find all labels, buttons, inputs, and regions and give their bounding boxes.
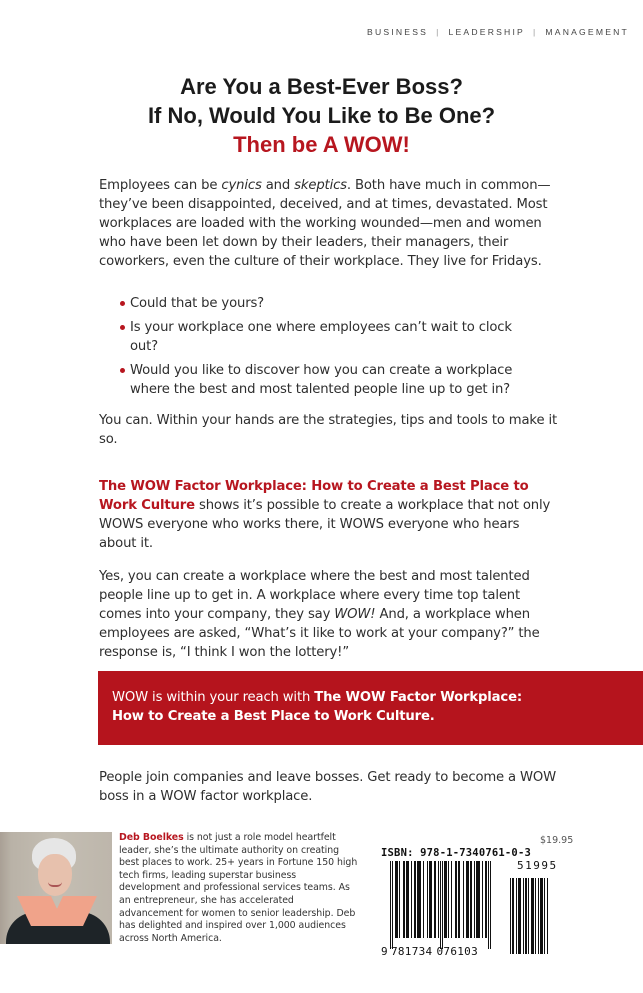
barcode-main-bars — [390, 861, 491, 949]
price-label: $19.95 — [540, 835, 574, 846]
isbn-barcode — [381, 847, 558, 962]
question-bullet-list — [119, 294, 539, 404]
banner-lead: WOW is within your reach with — [112, 690, 315, 705]
yes-paragraph — [99, 567, 559, 662]
ean-digits — [381, 945, 478, 958]
barcode-addon-bars — [510, 878, 548, 954]
bullet-item: Is your workplace one where employees can’t wait to clock out? — [119, 318, 539, 356]
callout-banner — [98, 671, 643, 745]
category-leadership: LEADERSHIP — [448, 27, 525, 37]
isbn-label: ISBN: 978-1-7340761-0-3 — [381, 847, 531, 859]
category-separator: | — [532, 27, 538, 37]
category-bar — [367, 27, 629, 37]
author-bio — [119, 832, 359, 945]
banner-title-line-1: The WOW Factor Workplace: — [314, 690, 522, 705]
author-photo — [0, 832, 112, 944]
author-bio-text: is not just a role model heartfelt leader, she’s the ultimate authority on creating best places to work. 25+ years in Fortune 150 high tech firms, leading superstar business development and professional services teams. As an entrepreneur, she has accelerated advancement for women to senior leadership. Deb has delighted and inspired over 1,000 audiences across North America. — [119, 832, 358, 944]
category-separator: | — [436, 27, 441, 37]
you-can-paragraph: You can. Within your hands are the strategies, tips and tools to make it so. — [99, 413, 557, 447]
ean-left-digits: 781734 — [390, 945, 433, 958]
yes-text: And, a workplace when employees are asked, “What’s it like to work at your company?” the response is, “I think I won the lottery!” — [99, 607, 540, 660]
book-pitch-text: shows it’s possible to create a workplace that not only WOWS everyone who works there, it WOWS everyone who hears about it. — [99, 498, 551, 551]
barcode-addon-digits: 51995 — [517, 859, 558, 872]
headline — [0, 72, 643, 159]
yes-italic-wow: WOW! — [334, 607, 376, 622]
intro-italic-skeptics: skeptics — [294, 178, 347, 193]
bullet-item: Could that be yours? — [119, 294, 539, 313]
ean-right-digits: 076103 — [436, 945, 479, 958]
intro-text: . Both have much in common—they’ve been disappointed, deceived, and at times, devastated. Most workplaces are loaded with the working wounded—men and women who have been let down by their leaders, their managers, their coworkers, even the culture of their workplace. They live for Fridays. — [99, 178, 551, 269]
photo-face — [38, 854, 72, 896]
headline-line-1: Are You a Best-Ever Boss? — [180, 74, 463, 99]
banner-title-line-2: How to Create a Best Place to Work Culture. — [112, 709, 435, 724]
book-pitch-paragraph — [99, 477, 559, 553]
headline-line-3: Then be A WOW! — [233, 132, 410, 157]
closing-paragraph: People join companies and leave bosses. Get ready to become a WOW boss in a WOW factor workplace. — [99, 770, 557, 804]
intro-paragraph — [99, 176, 559, 271]
headline-line-2: If No, Would You Like to Be One? — [147, 103, 496, 128]
intro-text: and — [261, 178, 295, 193]
intro-text: Employees can be — [99, 178, 222, 193]
yes-text: Yes, you can create a workplace where the best and most talented people line up to get in. A workplace where every time top talent comes into your company, they say — [99, 569, 530, 622]
author-name: Deb Boelkes — [119, 832, 184, 843]
intro-italic-cynics: cynics — [221, 178, 262, 193]
category-business: BUSINESS — [367, 27, 429, 37]
bullet-item: Would you like to discover how you can create a workplace where the best and most talented people line up to get in? — [119, 361, 539, 399]
category-management: MANAGEMENT — [545, 27, 629, 37]
ean-lead-digit: 9 — [381, 945, 388, 958]
book-title: The WOW Factor Workplace: How to Create a Best Place to Work Culture — [99, 479, 529, 513]
